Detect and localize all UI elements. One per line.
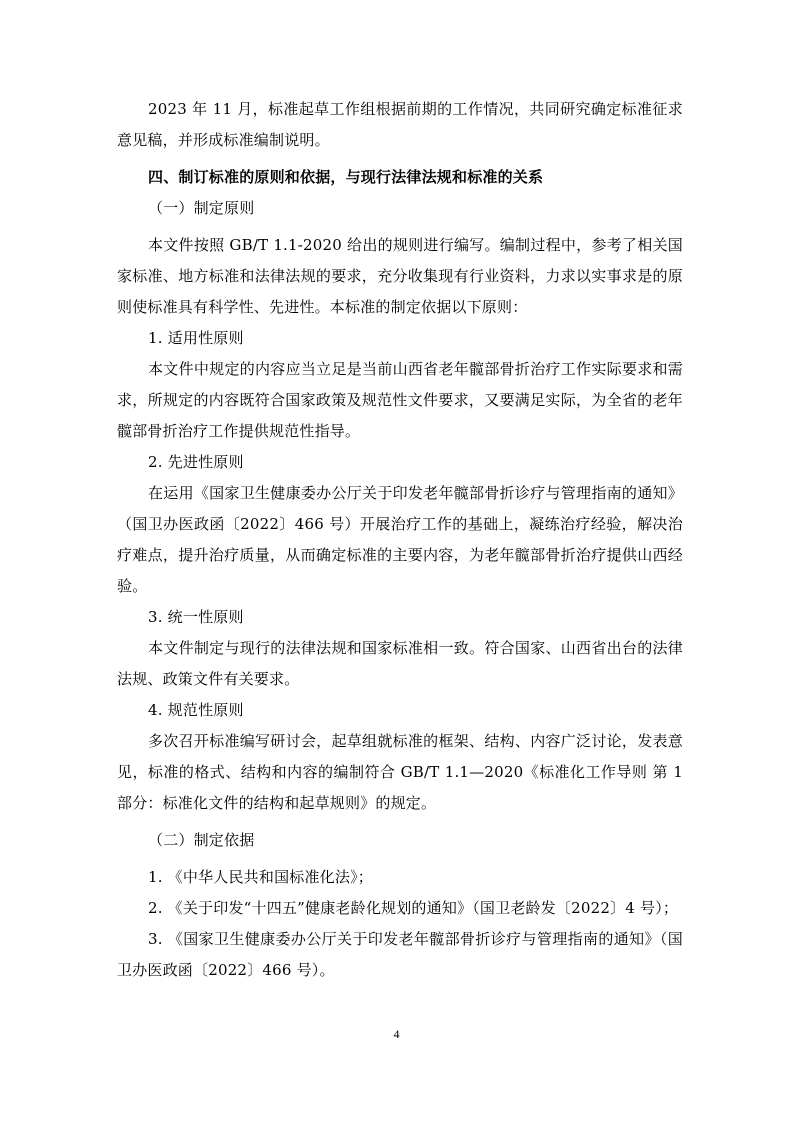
principle-advancement-text: 在运用《国家卫生健康委办公厅关于印发老年髋部骨折诊疗与管理指南的通知》（国卫办医政函〔2022〕466 号）开展治疗工作的基础上，凝练治疗经验，解决治疗难点，提升治疗质量，从而确定标准的主要内容，为老年髋部骨折治疗提供山西经验。	[117, 484, 683, 595]
principle-advancement-title: 2. 先进性原则	[148, 453, 244, 471]
paragraph-principles-intro: 本文件按照 GB/T 1.1-2020 给出的规则进行编写。编制过程中，参考了相关国家标准、地方标准和法律法规的要求，充分收集现有行业资料，力求以实事求是的原则使标准具有科学性、先进性。本标准的制定依据以下原则：	[117, 236, 683, 316]
page-number: 4	[393, 1027, 400, 1041]
principle-applicability-title: 1. 适用性原则	[148, 329, 244, 347]
principle-consistency-title: 3. 统一性原则	[148, 608, 244, 626]
subsection-heading-principles: （一）制定原则	[148, 199, 255, 217]
principle-consistency-text: 本文件制定与现行的法律法规和国家标准相一致。符合国家、山西省出台的法律法规、政策文件有关要求。	[117, 639, 683, 688]
principle-applicability-text: 本文件中规定的内容应当立足是当前山西省老年髋部骨折治疗工作实际要求和需求，所规定的内容既符合国家政策及规范性文件要求，又要满足实际，为全省的老年髋部骨折治疗工作提供规范性指导。	[117, 360, 683, 440]
paragraph-drafting-status: 2023 年 11 月，标准起草工作组根据前期的工作情况，共同研究确定标准征求意见稿，并形成标准编制说明。	[117, 100, 683, 149]
basis-item-hip-fracture-guideline: 3. 《国家卫生健康委办公厅关于印发老年髋部骨折诊疗与管理指南的通知》（国卫办医政函〔2022〕466 号）。	[117, 930, 683, 979]
basis-item-standardization-law: 1. 《中华人民共和国标准化法》；	[148, 868, 373, 886]
section-heading-principles-basis: 四、制订标准的原则和依据，与现行法律法规和标准的关系	[148, 168, 544, 186]
document-body	[117, 94, 683, 986]
basis-item-aging-plan: 2. 《关于印发“十四五”健康老龄化规划的通知》（国卫老龄发〔2022〕4 号）；	[148, 899, 679, 917]
principle-normative-text: 多次召开标准编写研讨会，起草组就标准的框架、结构、内容广泛讨论，发表意见，标准的格式、结构和内容的编制符合 GB/T 1.1—2020《标准化工作导则 第 1 部分：标准化文件的结构和起草规则》的规定。	[117, 732, 683, 812]
principle-normative-title: 4. 规范性原则	[148, 701, 244, 719]
subsection-heading-basis: （二）制定依据	[148, 831, 255, 849]
